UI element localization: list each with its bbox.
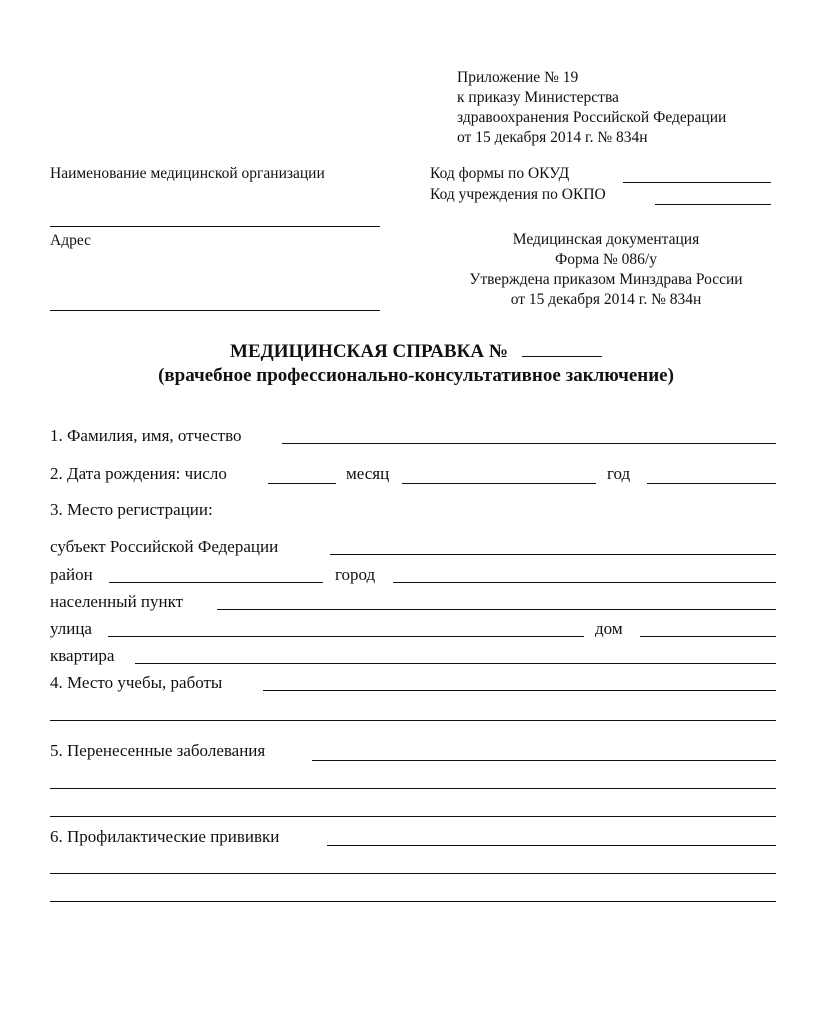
full-name-field[interactable] (282, 443, 776, 444)
birth-month-field[interactable] (402, 483, 596, 484)
birth-month-label: месяц (346, 464, 390, 483)
birth-day-label: 2. Дата рождения: число (50, 464, 227, 483)
house-field[interactable] (640, 636, 776, 637)
birth-year-field[interactable] (647, 483, 776, 484)
study-work-label: 4. Место учебы, работы (50, 673, 223, 692)
approval-block (430, 230, 782, 310)
subject-label: субъект Российской Федерации (50, 537, 279, 556)
diseases-field-line[interactable] (50, 816, 776, 817)
diseases-field[interactable] (312, 760, 776, 761)
vaccinations-field-line[interactable] (50, 901, 776, 902)
okpo-label: Код учреждения по ОКПО (430, 186, 606, 203)
vaccinations-label: 6. Профилактические прививки (50, 827, 280, 846)
annex-line: от 15 декабря 2014 г. № 834н (457, 129, 648, 146)
vaccinations-field-line[interactable] (50, 873, 776, 874)
birth-year-label: год (607, 464, 631, 483)
certificate-number-field[interactable] (522, 338, 602, 357)
district-field[interactable] (109, 582, 323, 583)
birth-day-field[interactable] (268, 483, 336, 484)
city-label: город (335, 565, 376, 584)
settlement-label: населенный пункт (50, 592, 184, 611)
settlement-field[interactable] (217, 609, 776, 610)
okud-field[interactable] (623, 182, 771, 183)
address-field[interactable] (50, 310, 380, 311)
page-title (0, 338, 832, 364)
street-field[interactable] (108, 636, 584, 637)
full-name-label: 1. Фамилия, имя, отчество (50, 426, 242, 445)
subject-field[interactable] (330, 554, 776, 555)
annex-line: Приложение № 19 (457, 69, 579, 86)
study-work-field-line[interactable] (50, 720, 776, 721)
annex-block (457, 68, 726, 148)
apartment-label: квартира (50, 646, 115, 665)
okpo-field[interactable] (655, 204, 771, 205)
approval-line: Медицинская документация (512, 231, 700, 248)
title-text: МЕДИЦИНСКАЯ СПРАВКА № (230, 341, 508, 362)
diseases-label: 5. Перенесенные заболевания (50, 741, 266, 760)
approval-line: Форма № 086/у (555, 251, 657, 268)
house-label: дом (595, 619, 623, 638)
approval-line: от 15 декабря 2014 г. № 834н (510, 291, 702, 308)
annex-line: здравоохранения Российской Федерации (457, 109, 727, 126)
vaccinations-field[interactable] (327, 845, 776, 846)
okud-label: Код формы по ОКУД (430, 165, 570, 182)
street-label: улица (50, 619, 92, 638)
annex-line: к приказу Министерства (457, 89, 619, 106)
page-subtitle: (врачебное профессионально-консультативное заключение) (158, 365, 674, 386)
registration-label: 3. Место регистрации: (50, 500, 213, 519)
approval-line: Утверждена приказом Минздрава России (469, 271, 743, 288)
diseases-field-line[interactable] (50, 788, 776, 789)
study-work-field[interactable] (263, 690, 776, 691)
org-name-field[interactable] (50, 226, 380, 227)
org-name-label: Наименование медицинской организации (50, 165, 325, 182)
apartment-field[interactable] (135, 663, 776, 664)
district-label: район (50, 565, 93, 584)
city-field[interactable] (393, 582, 776, 583)
address-label: Адрес (50, 232, 91, 249)
